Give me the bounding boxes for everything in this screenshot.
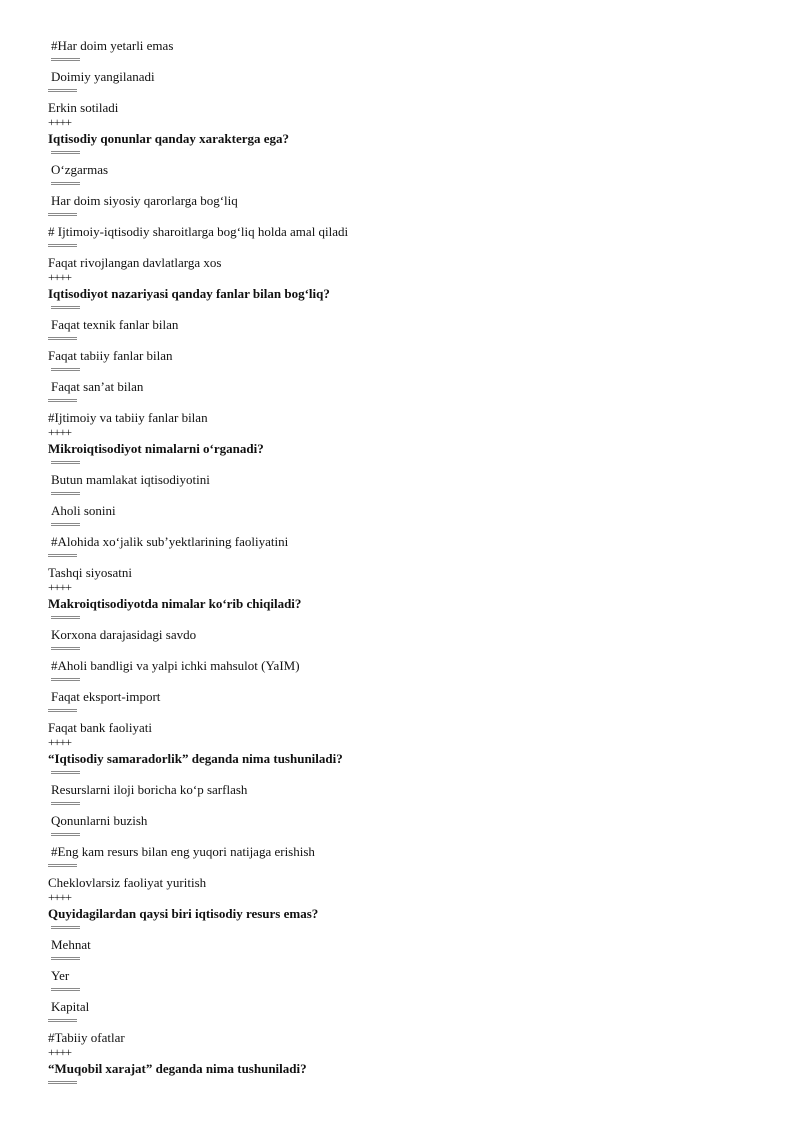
question-text: Iqtisodiyot nazariyasi qanday fanlar bilan bog‘liq?: [48, 286, 330, 301]
answer-option: Yer: [51, 968, 70, 983]
option-separator: [51, 957, 80, 960]
answer-option: #Tabiiy ofatlar: [48, 1030, 125, 1045]
option-separator: [51, 461, 80, 464]
option-separator: [51, 151, 80, 154]
question-separator: ++++: [48, 115, 72, 129]
answer-option: Har doim siyosiy qarorlarga bog‘liq: [51, 193, 238, 208]
option-separator: [48, 864, 77, 867]
option-separator: [51, 182, 80, 185]
question-text: Mikroiqtisodiyot nimalarni o‘rganadi?: [48, 441, 264, 456]
option-separator: [48, 554, 77, 557]
option-separator: [48, 709, 77, 712]
option-separator: [48, 399, 77, 402]
option-separator: [51, 492, 80, 495]
question-separator: ++++: [48, 425, 72, 439]
answer-option: O‘zgarmas: [51, 162, 109, 177]
answer-option: Faqat tabiiy fanlar bilan: [48, 348, 173, 363]
question-separator: ++++: [48, 580, 72, 594]
option-separator: [51, 616, 80, 619]
option-separator: [51, 833, 80, 836]
answer-option: Korxona darajasidagi savdo: [51, 627, 197, 642]
option-separator: [51, 771, 80, 774]
option-separator: [51, 523, 80, 526]
option-separator: [51, 988, 80, 991]
option-separator: [51, 647, 80, 650]
question-separator: ++++: [48, 890, 72, 904]
answer-option: Faqat bank faoliyati: [48, 720, 152, 735]
answer-option: Doimiy yangilanadi: [51, 69, 155, 84]
option-separator: [48, 89, 77, 92]
answer-option: Tashqi siyosatni: [48, 565, 132, 580]
option-separator: [51, 368, 80, 371]
option-separator: [48, 244, 77, 247]
answer-option: #Aholi bandligi va yalpi ichki mahsulot (YaIM): [51, 658, 300, 673]
answer-option: Erkin sotiladi: [48, 100, 119, 115]
answer-option: #Har doim yetarli emas: [51, 38, 174, 53]
option-separator: [51, 306, 80, 309]
question-text: Iqtisodiy qonunlar qanday xarakterga ega?: [48, 131, 290, 146]
question-text: Makroiqtisodiyotda nimalar ko‘rib chiqiladi?: [48, 596, 302, 611]
question-separator: ++++: [48, 1045, 72, 1059]
question-text: Quyidagilardan qaysi biri iqtisodiy resurs emas?: [48, 906, 319, 921]
option-separator: [48, 213, 77, 216]
question-text: “Iqtisodiy samaradorlik” deganda nima tushuniladi?: [48, 751, 343, 766]
answer-option: Mehnat: [51, 937, 91, 952]
answer-option: Resurslarni iloji boricha ko‘p sarflash: [51, 782, 248, 797]
answer-option: Cheklovlarsiz faoliyat yuritish: [48, 875, 207, 890]
option-separator: [51, 926, 80, 929]
question-separator: ++++: [48, 270, 72, 284]
answer-option: #Ijtimoiy va tabiiy fanlar bilan: [48, 410, 208, 425]
answer-option: Kapital: [51, 999, 90, 1014]
option-separator: [51, 802, 80, 805]
answer-option: # Ijtimoiy-iqtisodiy sharoitlarga bog‘liq holda amal qiladi: [48, 224, 349, 239]
answer-option: Faqat eksport-import: [51, 689, 161, 704]
option-separator: [48, 1019, 77, 1022]
answer-option: Faqat san’at bilan: [51, 379, 144, 394]
option-separator: [48, 337, 77, 340]
question-text: “Muqobil xarajat” deganda nima tushuniladi?: [48, 1061, 307, 1076]
option-separator: [51, 58, 80, 61]
answer-option: Butun mamlakat iqtisodiyotini: [51, 472, 210, 487]
question-separator: ++++: [48, 735, 72, 749]
answer-option: Qonunlarni buzish: [51, 813, 148, 828]
answer-option: #Alohida xo‘jalik sub’yektlarining faoliyatini: [51, 534, 289, 549]
option-separator: [48, 1081, 77, 1084]
answer-option: Faqat rivojlangan davlatlarga xos: [48, 255, 222, 270]
option-separator: [51, 678, 80, 681]
answer-option: Faqat texnik fanlar bilan: [51, 317, 179, 332]
answer-option: Aholi sonini: [51, 503, 116, 518]
answer-option: #Eng kam resurs bilan eng yuqori natijaga erishish: [51, 844, 315, 859]
